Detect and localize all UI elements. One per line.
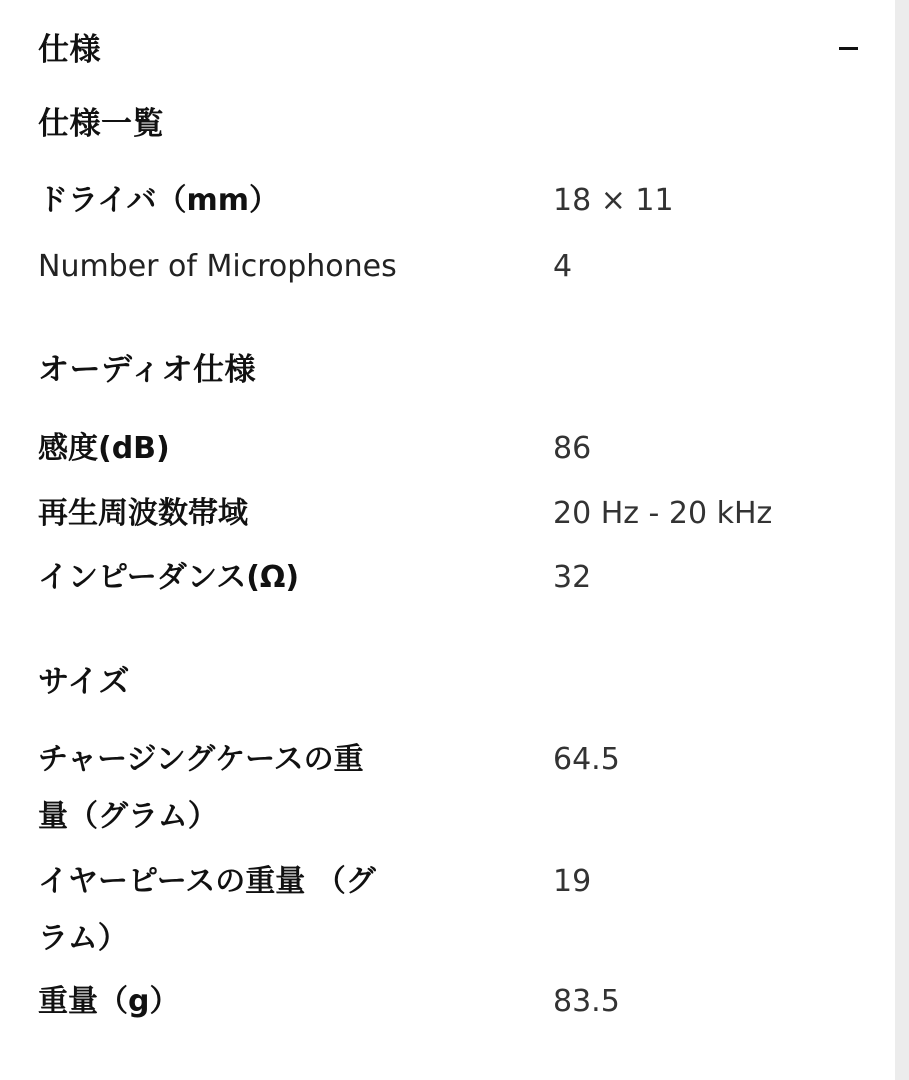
spec-value-total-weight: 83.5 — [553, 984, 620, 1019]
spec-value-frequency-response: 20 Hz - 20 kHz — [553, 496, 773, 531]
spec-label-case-weight: チャージングケースの重 — [38, 742, 364, 777]
section-title-spec-list: 仕様一覧 — [38, 106, 164, 142]
spec-value-impedance: 32 — [553, 560, 592, 595]
spec-label-frequency-response: 再生周波数帯域 — [38, 496, 248, 531]
panel-title: 仕様 — [38, 32, 101, 68]
minus-icon — [839, 47, 858, 50]
spec-value-driver: 18 × 11 — [553, 183, 674, 218]
spec-label-microphones: Number of Microphones — [38, 249, 397, 284]
scroll-edge — [895, 0, 909, 1080]
spec-value-microphones: 4 — [553, 249, 573, 284]
spec-label-impedance: インピーダンス(Ω) — [38, 560, 300, 595]
spec-label-sensitivity: 感度(dB) — [38, 431, 170, 466]
spec-value-sensitivity: 86 — [553, 431, 592, 466]
spec-label-total-weight: 重量（g） — [38, 984, 180, 1019]
spec-value-case-weight: 64.5 — [553, 742, 620, 777]
spec-label-earpiece-weight: イヤーピースの重量 （グ — [38, 864, 376, 899]
spec-label-case-weight-cont: 量（グラム） — [38, 799, 218, 834]
collapse-button[interactable] — [827, 24, 865, 62]
spec-value-earpiece-weight: 19 — [553, 864, 592, 899]
spec-label-earpiece-weight-cont: ラム） — [38, 921, 128, 956]
section-title-size: サイズ — [38, 664, 131, 700]
section-title-audio: オーディオ仕様 — [38, 352, 257, 388]
spec-label-driver: ドライバ（mm） — [38, 183, 280, 218]
accordion-header[interactable] — [38, 20, 865, 76]
